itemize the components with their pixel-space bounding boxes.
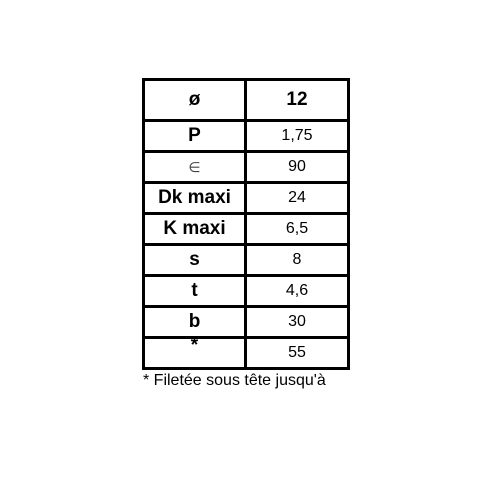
row-label-pitch: P xyxy=(144,121,246,152)
row-label-k-maxi: K maxi xyxy=(144,214,246,245)
diameter-label: ø xyxy=(144,80,246,121)
asterisk-label: * xyxy=(190,335,199,356)
row-value-dk-maxi: 24 xyxy=(246,183,349,214)
footnote-text: * Filetée sous tête jusqu'à xyxy=(143,372,326,389)
table-row xyxy=(144,245,349,276)
row-value-s: 8 xyxy=(246,245,349,276)
spec-table xyxy=(142,78,350,370)
row-label-s: s xyxy=(144,245,246,276)
row-label-dk-maxi: Dk maxi xyxy=(144,183,246,214)
table-header-row xyxy=(144,80,349,121)
row-value-b: 30 xyxy=(246,307,349,338)
row-label-length: ∈ xyxy=(144,152,246,183)
row-value-t: 4,6 xyxy=(246,276,349,307)
table-row xyxy=(144,276,349,307)
table-row xyxy=(144,152,349,183)
table-row xyxy=(144,121,349,152)
diameter-value: 12 xyxy=(246,80,349,121)
row-value-k-maxi: 6,5 xyxy=(246,214,349,245)
row-value-length: 90 xyxy=(246,152,349,183)
table-row xyxy=(144,183,349,214)
table-row xyxy=(144,214,349,245)
row-value-pitch: 1,75 xyxy=(246,121,349,152)
row-label-t: t xyxy=(144,276,246,307)
row-label-b: b xyxy=(144,307,246,338)
table-row xyxy=(144,338,349,369)
row-value-threaded: 55 xyxy=(246,338,349,369)
table-row xyxy=(144,307,349,338)
row-label-threaded xyxy=(144,335,246,369)
